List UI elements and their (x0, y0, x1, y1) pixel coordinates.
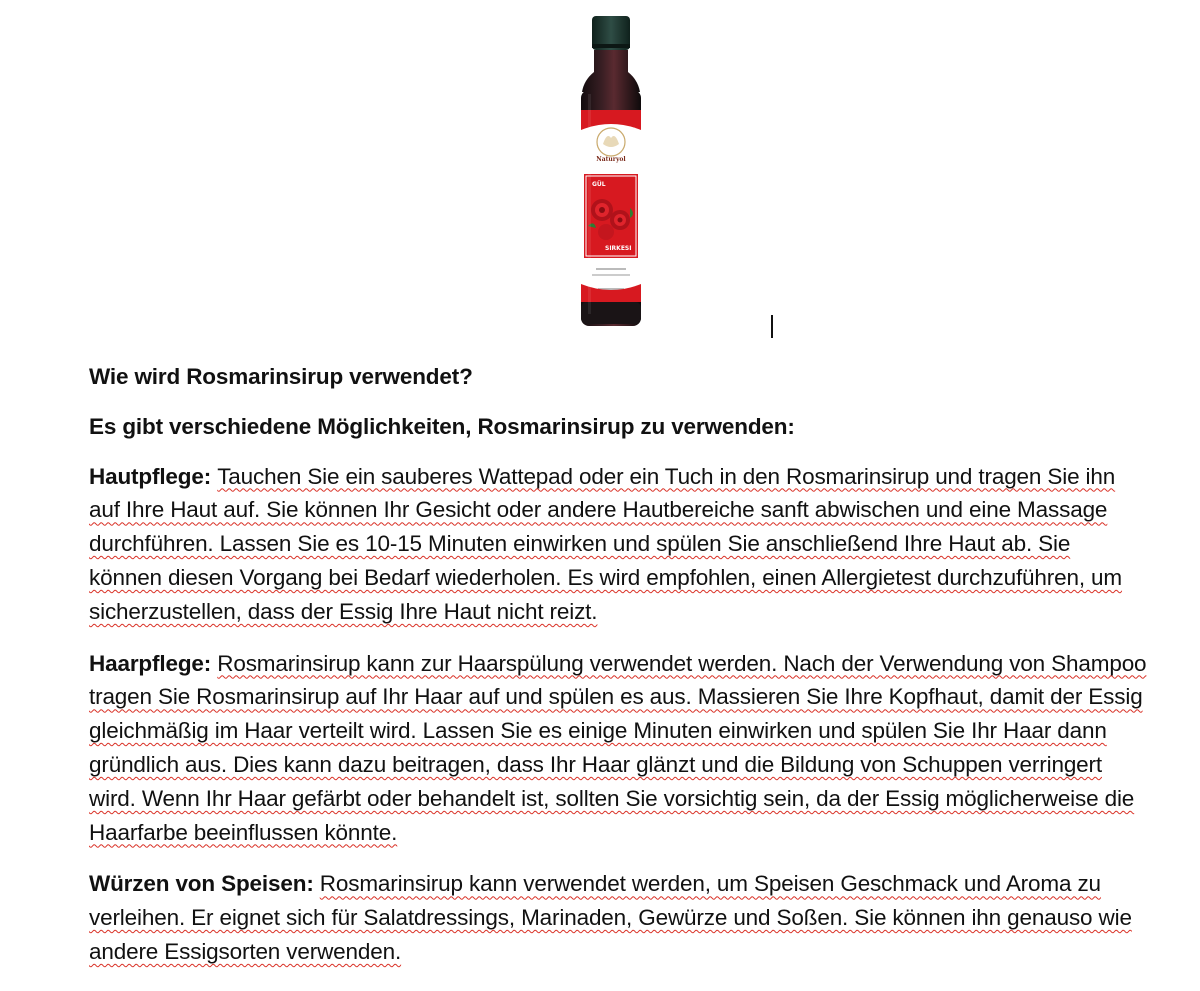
section-label-haarpflege: Haarpflege: (89, 650, 218, 676)
section-text-hautpflege: Tauchen Sie ein sauberes Wattepad oder ein Tuch in den Rosmarinsirup und tragen Sie ihn auf Ihre Haut auf. Sie können Ihr Gesicht oder andere Hautbereiche sanft abwischen und eine Massage durchführen. Lassen Sie es 10-15 Minuten einwirken und spülen Sie anschließend Ihre Haut ab. Sie können diesen Vorgang bei Bedarf wiederholen. Es wird empfohlen, einen Allergietest durchzuführen, um sicherzustellen, dass der Essig Ihre Haut nicht reizt. (89, 463, 1123, 624)
section-text-haarpflege: Rosmarinsirup kann zur Haarspülung verwendet werden. Nach der Verwendung von Shampoo tragen Sie Rosmarinsirup auf Ihr Haar auf und spülen es aus. Massieren Sie Ihre Kopfhaut, damit der Essig gleichmäßig im Haar verteilt wird. Lassen Sie es einige Minuten einwirken und spülen Sie Ihr Haar dann gründlich aus. Dies kann dazu beitragen, dass Ihr Haar glänzt und die Bildung von Schuppen verringert wird. Wenn Ihr Haar gefärbt oder behandelt ist, sollten Sie vorsichtig sein, da der Essig möglicherweise die Haarfarbe beeinflussen könnte. (89, 650, 1147, 845)
paragraph-wuerzen (89, 867, 1149, 968)
bottle-neck (582, 50, 640, 92)
heading-options: Es gibt verschiedene Möglichkeiten, Rosmarinsirup zu verwenden: (89, 413, 795, 439)
svg-text:Naturyol: Naturyol (596, 156, 626, 163)
section-label-wuerzen: Würzen von Speisen: (89, 871, 320, 897)
text-cursor (771, 315, 773, 338)
paragraph-hautpflege (89, 460, 1149, 629)
section-text-wuerzen: Rosmarinsirup kann verwendet werden, um Speisen Geschmack und Aroma zu verleihen. Er eignet sich für Salatdressings, Marinaden, Gewürze und Soßen. Sie können ihn genauso wie andere Essigsorten verwenden. (89, 871, 1132, 964)
heading-usage: Wie wird Rosmarinsirup verwendet? (89, 364, 473, 389)
paragraph-haarpflege (89, 647, 1149, 850)
product-bottle-image (572, 14, 650, 330)
svg-text:SIRKESI: SIRKESI (605, 245, 632, 252)
document-body[interactable] (89, 360, 1149, 987)
section-label-hautpflege: Hautpflege: (89, 463, 218, 489)
svg-text:GÜL: GÜL (592, 181, 606, 188)
